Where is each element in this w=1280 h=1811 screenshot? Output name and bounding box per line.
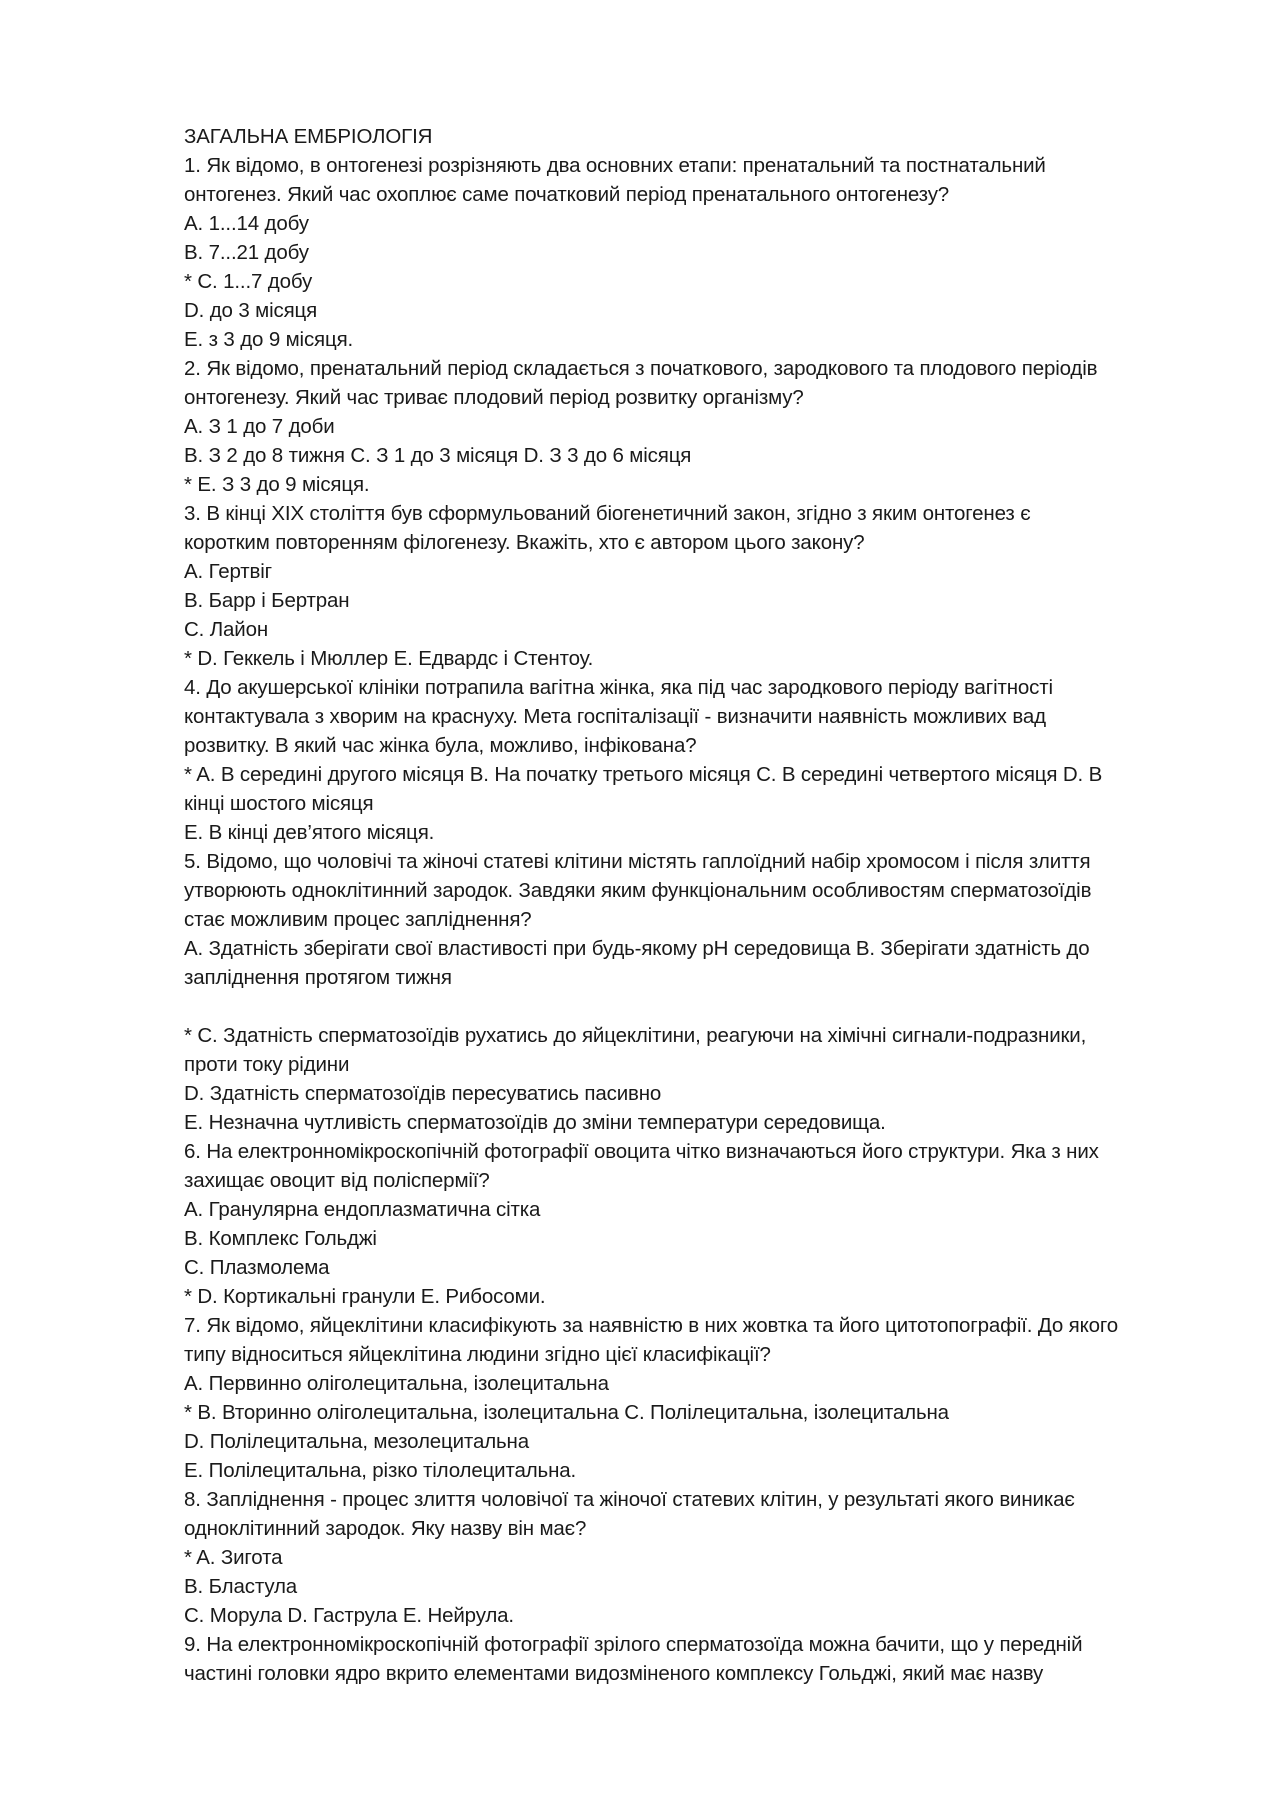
answer-option: C. Лайон bbox=[184, 618, 269, 641]
document-page bbox=[184, 122, 1214, 1688]
question-6-text-line: захищає овоцит від поліспермії? bbox=[184, 1169, 490, 1192]
answer-option: E. з 3 до 9 місяця. bbox=[184, 328, 354, 351]
question-9-text-line: частині головки ядро вкрито елементами видозміненого комплексу Гольджі, який має назву bbox=[184, 1662, 1044, 1685]
answer-option: A. Здатність зберігати свої властивості при будь-якому pH середовища B. Зберігати здатність до bbox=[184, 937, 1090, 960]
answer-option: B. Бластула bbox=[184, 1575, 298, 1598]
answer-option: D. Полілецитальна, мезолецитальна bbox=[184, 1430, 529, 1453]
answer-option: B. Комплекс Гольджі bbox=[184, 1227, 377, 1250]
correct-answer-option: * A. В середині другого місяця B. На початку третього місяця C. В середині четвертого місяця D. В bbox=[184, 763, 1103, 786]
question-2-text-line: 2. Як відомо, пренатальний період складається з початкового, зародкового та плодового періодів bbox=[184, 357, 1098, 380]
question-4-text-line: контактувала з хворим на краснуху. Мета госпіталізації - визначити наявність можливих вад bbox=[184, 705, 1046, 728]
question-6-text-line: 6. На електронномікроскопічній фотографії овоцита чітко визначаються його структури. Яка з них bbox=[184, 1140, 1099, 1163]
question-3-text-line: 3. В кінці XIX століття був сформульований біогенетичний закон, згідно з яким онтогенез є bbox=[184, 502, 1031, 525]
answer-option: E. Полілецитальна, різко тілолецитальна. bbox=[184, 1459, 577, 1482]
question-5-text-line: 5. Відомо, що чоловічі та жіночі статеві клітини містять гаплоїдний набір хромосом і після злиття bbox=[184, 850, 1091, 873]
question-1-text-line: 1. Як відомо, в онтогенезі розрізняють два основних етапи: пренатальний та постнатальний bbox=[184, 154, 1046, 177]
answer-option: C. Морула D. Гаструла E. Нейрула. bbox=[184, 1604, 514, 1627]
answer-option: B. З 2 до 8 тижня C. З 1 до 3 місяця D. З 3 до 6 місяця bbox=[184, 444, 692, 467]
question-3-text-line: коротким повторенням філогенезу. Вкажіть, хто є автором цього закону? bbox=[184, 531, 865, 554]
document-title: ЗАГАЛЬНА ЕМБРІОЛОГІЯ bbox=[184, 125, 433, 148]
answer-option: D. до 3 місяця bbox=[184, 299, 318, 322]
answer-option: C. Плазмолема bbox=[184, 1256, 330, 1279]
answer-option: D. Здатність сперматозоїдів пересуватись пасивно bbox=[184, 1082, 662, 1105]
question-7-text-line: типу відноситься яйцеклітина людини згідно цієї класифікації? bbox=[184, 1343, 771, 1366]
question-1-text-line: онтогенез. Який час охоплює саме початковий період пренатального онтогенезу? bbox=[184, 183, 950, 206]
answer-option: запліднення протягом тижня bbox=[184, 966, 452, 989]
answer-option: E. Незначна чутливість сперматозоїдів до зміни температури середовища. bbox=[184, 1111, 886, 1134]
answer-option: проти току рідини bbox=[184, 1053, 350, 1076]
correct-answer-option: * C. Здатність сперматозоїдів рухатись до яйцеклітини, реагуючи на хімічні сигнали-подразники, bbox=[184, 1024, 1087, 1047]
question-8-text-line: одноклітинний зародок. Яку назву він має? bbox=[184, 1517, 587, 1540]
answer-option: A. Гертвіг bbox=[184, 560, 272, 583]
correct-answer-option: * D. Кортикальні гранули E. Рибосоми. bbox=[184, 1285, 546, 1308]
answer-option: A. 1...14 добу bbox=[184, 212, 309, 235]
question-7-text-line: 7. Як відомо, яйцеклітини класифікують за наявністю в них жовтка та його цитотопографії. До якого bbox=[184, 1314, 1118, 1337]
correct-answer-option: * E. З 3 до 9 місяця. bbox=[184, 473, 370, 496]
question-9-text-line: 9. На електронномікроскопічній фотографії зрілого сперматозоїда можна бачити, що у передній bbox=[184, 1633, 1083, 1656]
question-4-text-line: розвитку. В який час жінка була, можливо, інфікована? bbox=[184, 734, 697, 757]
answer-option: E. В кінці дев’ятого місяця. bbox=[184, 821, 435, 844]
blank-line bbox=[184, 992, 1214, 1021]
question-8-text-line: 8. Запліднення - процес злиття чоловічої та жіночої статевих клітин, у результаті якого виникає bbox=[184, 1488, 1075, 1511]
correct-answer-option: * B. Вторинно оліголецитальна, ізолецитальна C. Полілецитальна, ізолецитальна bbox=[184, 1401, 949, 1424]
correct-answer-option: * D. Геккель і Мюллер E. Едвардс і Стентоу. bbox=[184, 647, 594, 670]
question-4-text-line: 4. До акушерської клініки потрапила вагітна жінка, яка під час зародкового періоду вагітності bbox=[184, 676, 1053, 699]
question-5-text-line: утворюють одноклітинний зародок. Завдяки яким функціональним особливостям сперматозоїдів bbox=[184, 879, 1092, 902]
answer-option: A. Первинно оліголецитальна, ізолецитальна bbox=[184, 1372, 609, 1395]
answer-option: A. Гранулярна ендоплазматична сітка bbox=[184, 1198, 541, 1221]
question-2-text-line: онтогенезу. Який час триває плодовий період розвитку організму? bbox=[184, 386, 804, 409]
answer-option: A. З 1 до 7 доби bbox=[184, 415, 335, 438]
answer-option: кінці шостого місяця bbox=[184, 792, 374, 815]
correct-answer-option: * C. 1...7 добу bbox=[184, 270, 313, 293]
answer-option: B. Барр і Бертран bbox=[184, 589, 350, 612]
answer-option: B. 7...21 добу bbox=[184, 241, 309, 264]
question-5-text-line: стає можливим процес запліднення? bbox=[184, 908, 532, 931]
correct-answer-option: * A. Зигота bbox=[184, 1546, 283, 1569]
